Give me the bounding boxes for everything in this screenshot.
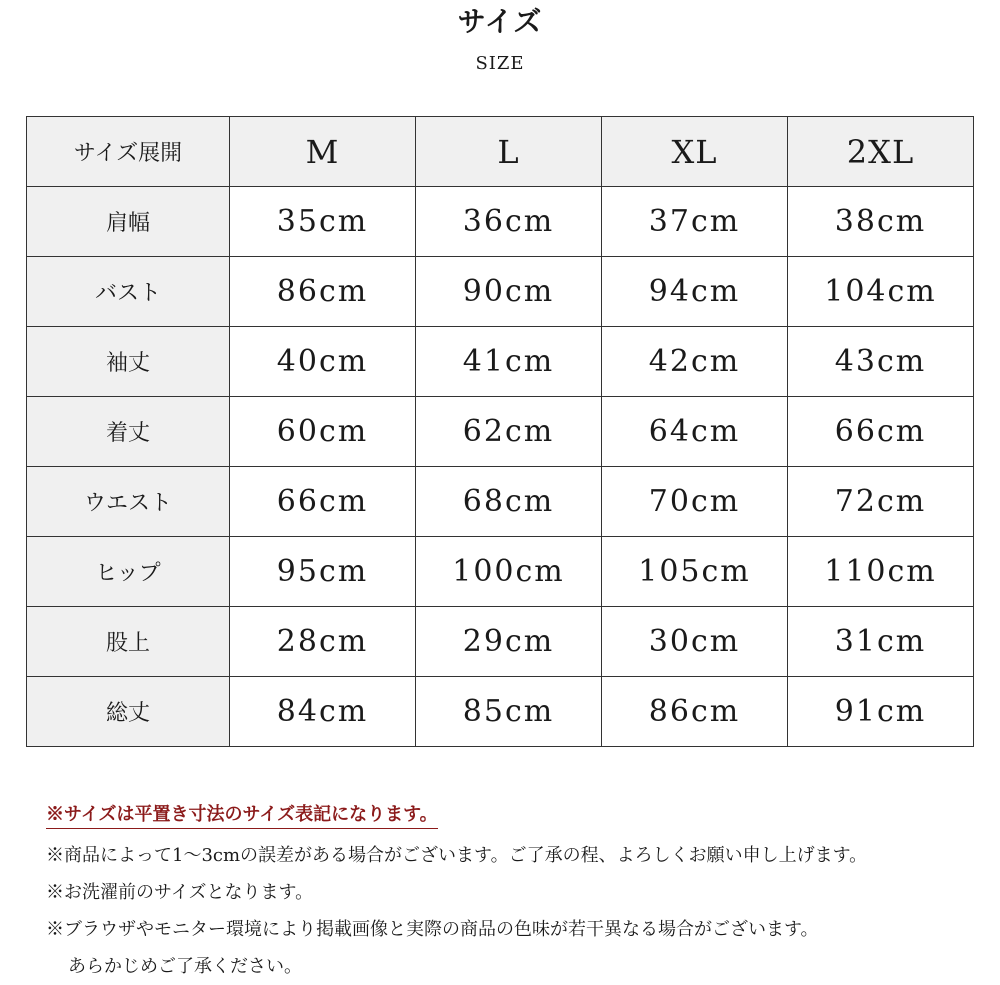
size-header-cell: M xyxy=(230,117,416,187)
value-cell: 86cm xyxy=(230,257,416,327)
table-row xyxy=(27,397,974,467)
row-label-cell: 総丈 xyxy=(27,677,230,747)
value-cell: 64cm xyxy=(602,397,788,467)
value-cell: 43cm xyxy=(788,327,974,397)
size-table xyxy=(26,116,974,747)
table-row xyxy=(27,257,974,327)
value-cell: 91cm xyxy=(788,677,974,747)
row-label-cell: 肩幅 xyxy=(27,187,230,257)
value-cell: 86cm xyxy=(602,677,788,747)
value-cell: 41cm xyxy=(416,327,602,397)
value-cell: 30cm xyxy=(602,607,788,677)
value-cell: 72cm xyxy=(788,467,974,537)
value-cell: 70cm xyxy=(602,467,788,537)
value-cell: 29cm xyxy=(416,607,602,677)
value-cell: 100cm xyxy=(416,537,602,607)
header-label-cell: サイズ展開 xyxy=(27,117,230,187)
value-cell: 66cm xyxy=(230,467,416,537)
value-cell: 38cm xyxy=(788,187,974,257)
value-cell: 110cm xyxy=(788,537,974,607)
row-label-cell: ウエスト xyxy=(27,467,230,537)
value-cell: 37cm xyxy=(602,187,788,257)
value-cell: 28cm xyxy=(230,607,416,677)
table-row xyxy=(27,467,974,537)
value-cell: 90cm xyxy=(416,257,602,327)
row-label-cell: ヒップ xyxy=(27,537,230,607)
note-line: ※商品によって1～3cmの誤差がある場合がございます。ご了承の程、よろしくお願い申し上げます。 xyxy=(46,845,868,866)
value-cell: 104cm xyxy=(788,257,974,327)
value-cell: 95cm xyxy=(230,537,416,607)
table-row xyxy=(27,677,974,747)
value-cell: 68cm xyxy=(416,467,602,537)
size-header-cell: 2XL xyxy=(788,117,974,187)
table-row xyxy=(27,607,974,677)
row-label-cell: 股上 xyxy=(27,607,230,677)
value-cell: 35cm xyxy=(230,187,416,257)
table-header-row xyxy=(27,117,974,187)
row-label-cell: バスト xyxy=(27,257,230,327)
page-subtitle: SIZE xyxy=(475,53,525,74)
note-line: あらかじめご了承ください。 xyxy=(68,956,302,977)
table-row xyxy=(27,327,974,397)
row-label-cell: 着丈 xyxy=(27,397,230,467)
size-header-cell: XL xyxy=(602,117,788,187)
notes-section xyxy=(46,796,986,985)
value-cell: 94cm xyxy=(602,257,788,327)
table-row xyxy=(27,537,974,607)
value-cell: 36cm xyxy=(416,187,602,257)
page-title: サイズ xyxy=(457,5,543,38)
note-highlight: ※サイズは平置き寸法のサイズ表記になります。 xyxy=(46,802,438,829)
note-line: ※お洗濯前のサイズとなります。 xyxy=(46,882,314,903)
value-cell: 31cm xyxy=(788,607,974,677)
value-cell: 40cm xyxy=(230,327,416,397)
value-cell: 42cm xyxy=(602,327,788,397)
note-line: ※ブラウザやモニター環境により掲載画像と実際の商品の色味が若干異なる場合がございます。 xyxy=(46,919,819,940)
value-cell: 84cm xyxy=(230,677,416,747)
value-cell: 62cm xyxy=(416,397,602,467)
table-row xyxy=(27,187,974,257)
value-cell: 105cm xyxy=(602,537,788,607)
size-header-cell: L xyxy=(416,117,602,187)
value-cell: 85cm xyxy=(416,677,602,747)
row-label-cell: 袖丈 xyxy=(27,327,230,397)
value-cell: 66cm xyxy=(788,397,974,467)
value-cell: 60cm xyxy=(230,397,416,467)
